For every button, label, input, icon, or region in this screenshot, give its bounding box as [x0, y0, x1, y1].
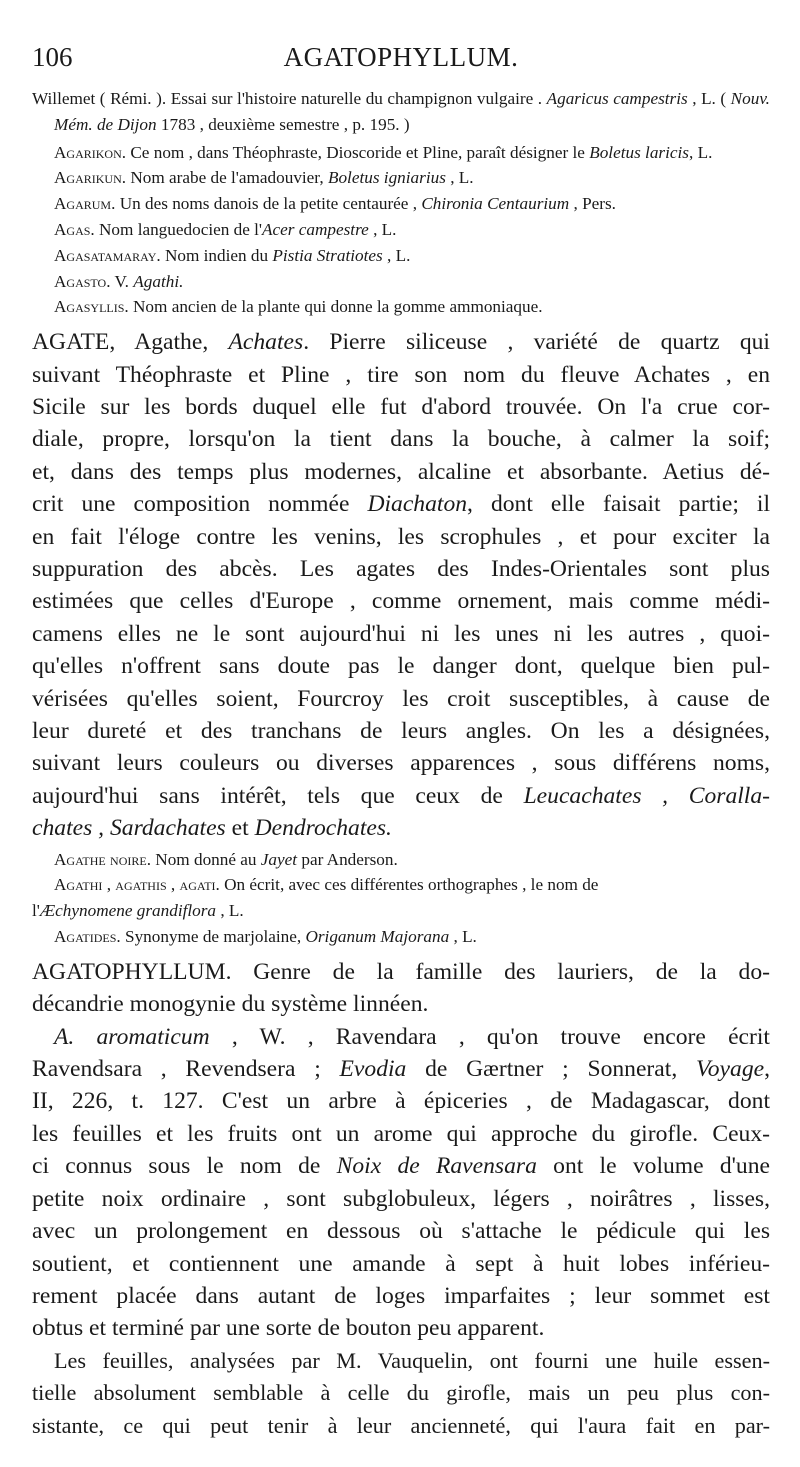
agatophyllum-text: ci connus sous le nom de	[32, 1153, 337, 1180]
species-name: Evodia	[339, 1056, 407, 1083]
agate-text: et	[225, 815, 255, 842]
headword-agatophyllum: AGATOPHYLLUM.	[32, 958, 232, 985]
entry-agasyllis	[32, 294, 770, 320]
agatophyllum-line: rement placée dans autant de loges imparfaites ; leur sommet est	[32, 1282, 770, 1309]
running-title: AGATOPHYLLUM.	[283, 42, 519, 72]
entry-agate	[32, 326, 770, 845]
entry-text: Nom ancien de la plante qui donne la gomme ammoniaque.	[128, 297, 543, 317]
agatophyllum-text: de Gærtner ; Sonnerat,	[406, 1056, 696, 1083]
headword-agasyllis: Agasyllis.	[54, 297, 129, 317]
willemet-text: Willemet ( Rémi. ). Essai sur l'histoire naturelle du champignon vulgaire .	[32, 89, 547, 108]
agatophyllum-line	[32, 956, 770, 988]
entry-text: l'	[32, 901, 40, 921]
entry-end: par Anderson.	[297, 849, 398, 869]
agatophyllum-line: II, 226, t. 127. C'est un arbre à épiceries , de Madagascar, dont	[32, 1088, 770, 1115]
agatophyllum-line: sistante, ce qui peut tenir à leur ancienneté, qui l'aura fait en par-	[32, 1412, 770, 1438]
species-name: Noix de Ravensara	[336, 1153, 537, 1180]
headword-agasto: Agasto.	[54, 271, 111, 291]
headword-agatides: Agatides.	[54, 927, 121, 947]
entry-text: Nom arabe de l'amadouvier,	[126, 168, 328, 188]
entry-text: Nom indien du	[160, 245, 273, 265]
agate-line	[32, 326, 770, 358]
agate-latin: Leucachates , Coralla-	[523, 782, 770, 809]
agate-line: diale, propre, lorsqu'on la tient dans la bouche, à calmer la soif;	[32, 426, 770, 453]
agate-line: suivant Théophraste et Pline , tire son nom du fleuve Achates , en	[32, 361, 770, 388]
agatophyllum-line: Les feuilles, analysées par M. Vauquelin, ont fourni une huile essen-	[54, 1347, 770, 1373]
agatophyllum-line: décandrie monogynie du système linnéen.	[32, 991, 429, 1018]
entry-end: , L.	[688, 142, 713, 162]
entry-text: Nom languedocien de l'	[94, 219, 263, 239]
agate-latin: Dendrochates.	[254, 815, 392, 842]
entry-agasatamaray	[32, 243, 770, 269]
entry-text: Synonyme de marjolaine,	[120, 927, 306, 947]
agate-line	[32, 780, 770, 812]
agatophyllum-line: avec un prolongement en dessous où s'attache le pédicule qui les	[32, 1218, 770, 1245]
agate-latin: Achates	[228, 329, 304, 356]
reference-block	[32, 86, 770, 138]
agatophyllum-text: ,	[764, 1056, 770, 1083]
entry-text: Nom donné au	[151, 849, 261, 869]
entry-species: Æchynomene grandiflora	[39, 901, 217, 921]
agate-line: qu'elles n'offrent sans doute pas le danger dont, quelque bien pul-	[32, 653, 770, 680]
willemet-species: Agaricus campestris	[546, 89, 688, 108]
entry-agarikun	[32, 165, 770, 191]
agatophyllum-line: tielle absolument semblable à celle du girofle, mais un peu plus con-	[32, 1380, 770, 1406]
page-header	[32, 42, 770, 86]
entry-agatides	[32, 924, 770, 950]
willemet-journal: Nouv. Mém. de Dijon	[54, 89, 770, 134]
entry-species: Chironia Centaurium	[421, 194, 570, 214]
agate-line	[32, 488, 770, 520]
agathi-line-2	[32, 898, 770, 924]
agate-line: suivant leurs couleurs ou diverses apparences , sous différens noms,	[32, 750, 770, 777]
entry-end: , Pers.	[569, 194, 616, 214]
agatophyllum-line	[32, 1021, 770, 1053]
agate-text: aujourd'hui sans intérêt, tels que ceux de	[32, 782, 524, 809]
entry-species: Boletus laricis	[589, 142, 689, 162]
headword-agas: Agas.	[54, 219, 95, 239]
entry-crossref: Agathi.	[133, 271, 184, 291]
entry-text: On écrit, avec ces différentes orthographes , le nom de	[219, 875, 599, 895]
headword-agarikon: Agarikon.	[54, 142, 127, 162]
agatophyllum-line	[32, 1053, 770, 1085]
entry-agatophyllum	[32, 956, 770, 1442]
agate-line: suppuration des abcès. Les agates des Indes-Orientales sont plus	[32, 556, 770, 583]
willemet-end: , L.	[687, 89, 716, 108]
agatophyllum-text: , W. , Ravendara , qu'on trouve encore écrit	[209, 1023, 770, 1050]
entry-species: Jayet	[260, 849, 298, 869]
headword-agathe-noire: Agathe noire.	[54, 849, 151, 869]
agate-latin: chates , Sardachates	[32, 815, 226, 842]
agate-line	[32, 812, 770, 844]
entry-text: V.	[110, 271, 134, 291]
entry-species: Boletus igniarius	[327, 168, 446, 188]
small-entries-2	[32, 847, 770, 950]
entry-agarikon	[32, 140, 770, 166]
entry-end: , L.	[216, 901, 244, 921]
willemet-reference	[32, 86, 770, 138]
agatophyllum-line	[32, 1150, 770, 1182]
page-number: 106	[32, 42, 73, 72]
agate-latin: Diachaton	[367, 491, 468, 518]
agatophyllum-line: soutient, et contiennent une amande à sept à huit lobes inférieu-	[32, 1250, 770, 1277]
agate-text: . Pierre siliceuse , variété de quartz qui	[303, 329, 770, 356]
agate-line: Sicile sur les bords duquel elle fut d'abord trouvée. On l'a crue cor-	[32, 393, 770, 420]
agatophyllum-line: les feuilles et les fruits ont un arome qui approche du girofle. Ceux-	[32, 1120, 770, 1147]
agate-text: , Agathe,	[109, 329, 229, 356]
entry-species: Origanum Majorana	[305, 927, 450, 947]
headword-agathi: Agathi , agathis , agati.	[54, 875, 220, 895]
species-name: A. aromaticum	[54, 1023, 210, 1050]
entry-agarum	[32, 191, 770, 217]
agatophyllum-text: ont le volume d'une	[536, 1153, 770, 1180]
entry-agathi	[32, 872, 770, 924]
agate-line: en fait l'éloge contre les venins, les scrophules , et pour exciter la	[32, 523, 770, 550]
small-entries-1	[32, 140, 770, 321]
entry-end: , L.	[368, 219, 397, 239]
agate-line: leur dureté et des tranchans de leurs angles. On les a désignées,	[32, 718, 770, 745]
entry-text: Ce nom , dans Théophraste, Dioscoride et Pline, paraît désigner le	[126, 142, 590, 162]
entry-end: , L.	[445, 168, 474, 188]
entry-species: Acer campestre	[262, 219, 369, 239]
agatophyllum-text: Ravendsara , Revendsera ;	[32, 1056, 340, 1083]
work-title: Voyage	[695, 1056, 765, 1083]
agate-line: vérisées qu'elles soient, Fourcroy les croit susceptibles, à cause de	[32, 685, 770, 712]
willemet-citation: 1783 , deuxième semestre , p. 195. )	[156, 114, 410, 134]
agatophyllum-line: obtus et terminé par une sorte de bouton peu apparent.	[32, 1315, 545, 1342]
agate-text: crit une composition nommée	[32, 491, 368, 518]
entry-agasto	[32, 269, 770, 295]
agatophyllum-line: petite noix ordinaire , sont subglobuleux, légers , noirâtres , lisses,	[32, 1185, 770, 1212]
agatophyllum-text: Genre de la famille des lauriers, de la do-	[231, 958, 770, 985]
willemet-open: (	[720, 89, 731, 108]
entry-text: Un des noms danois de la petite centaurée ,	[115, 194, 422, 214]
agatophyllum-paragraph	[32, 956, 770, 1442]
agate-line: camens elles ne le sont aujourd'hui ni les unes ni les autres , quoi-	[32, 620, 770, 647]
headword-agarum: Agarum.	[54, 194, 116, 214]
entry-end: , L.	[382, 245, 411, 265]
agate-paragraph	[32, 326, 770, 845]
entry-agathe-noire	[32, 847, 770, 873]
headword-agasatamaray: Agasatamaray.	[54, 245, 161, 265]
agate-line: et, dans des temps plus modernes, alcaline et absorbante. Aetius dé-	[32, 458, 770, 485]
agate-text: , dont elle faisait partie; il	[467, 491, 770, 518]
headword-agarikun: Agarikun.	[54, 168, 127, 188]
headword-agate: AGATE	[32, 329, 110, 356]
agate-line: estimées que celles d'Europe , comme ornement, mais comme médi-	[32, 588, 770, 615]
entry-agas	[32, 217, 770, 243]
entry-end: , L.	[449, 927, 477, 947]
entry-species: Pistia Stratiotes	[272, 245, 383, 265]
